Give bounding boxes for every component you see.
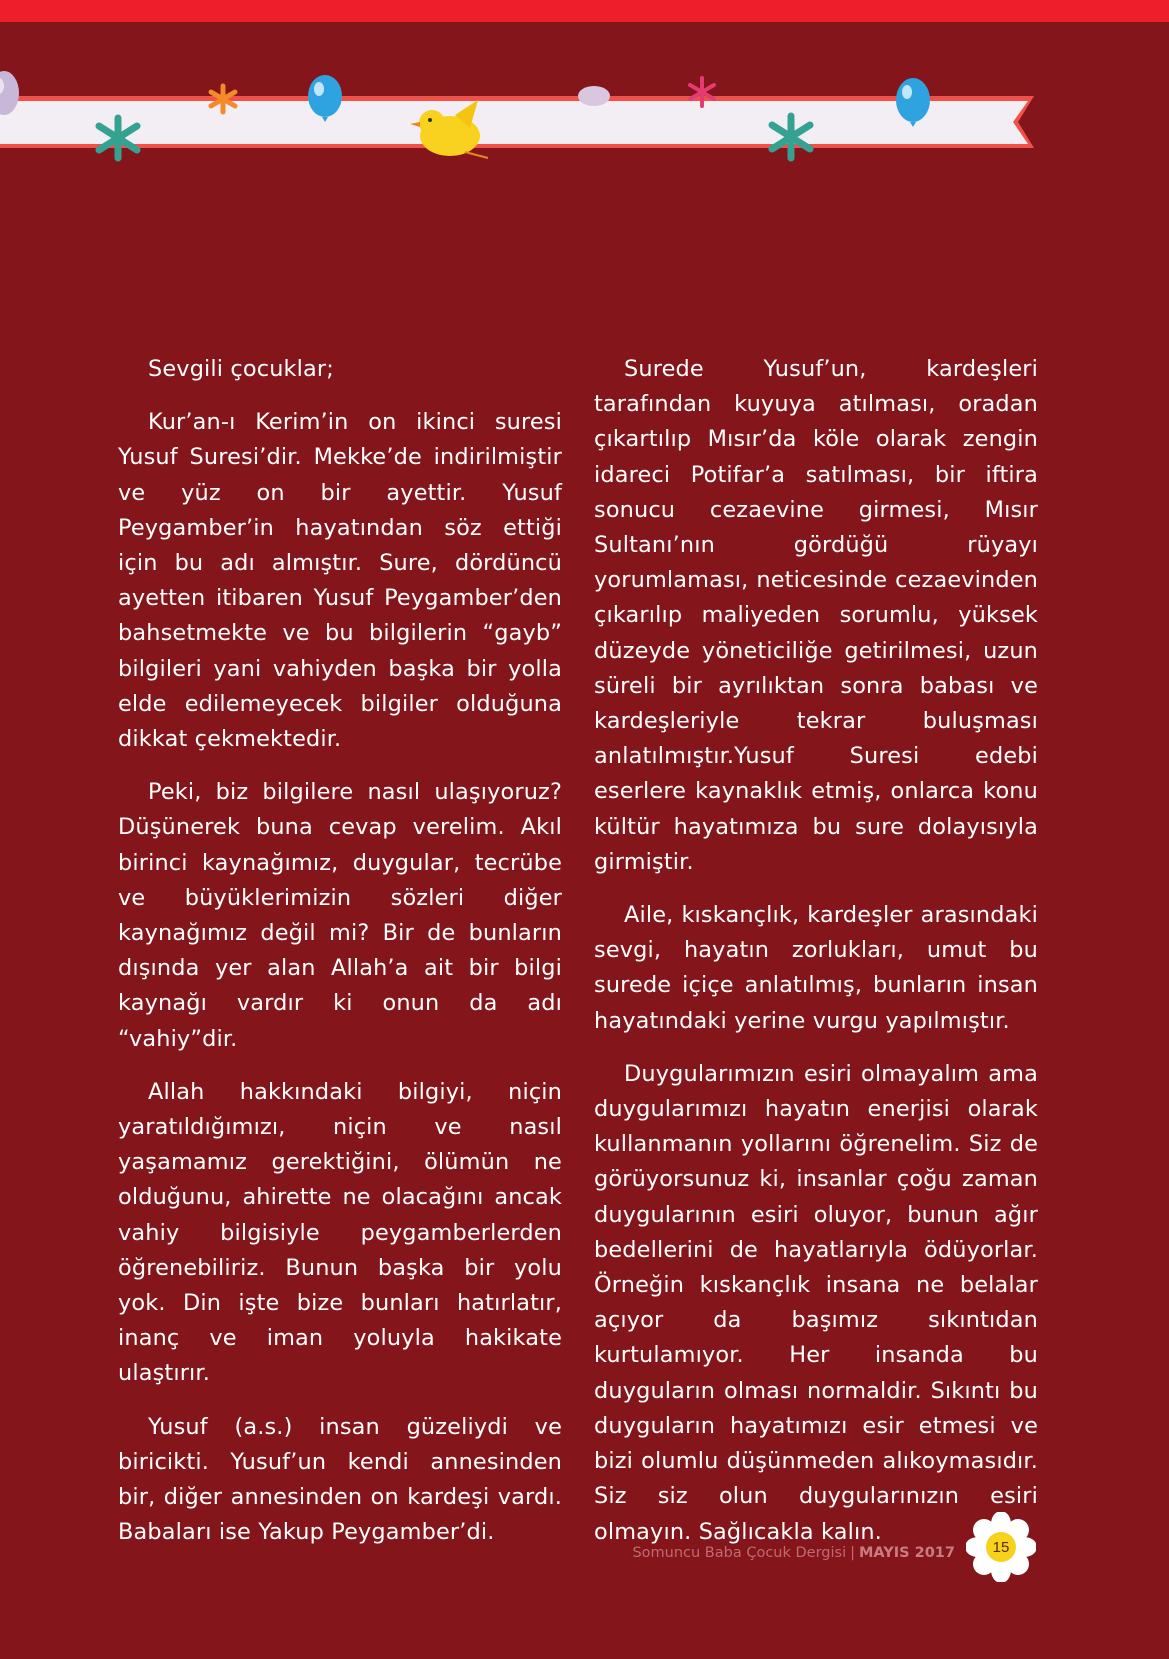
right-column <box>594 352 1038 1568</box>
paragraph: Kur’an-ı Kerim’in on ikinci suresi Yusuf Suresi’dir. Mekke’de indirilmiştir ve yüz on bir ayettir. Yusuf Peygamber’in hayatından söz ettiği için bu adı almıştır. Sure, dördüncü ayetten itibaren Yusuf Peygamber’den bahsetmekte ve bu bilgilerin “gayb” bilgileri yani vahiyden başka bir yolla elde edilemeyecek bilgiler olduğuna dikkat çekmektedir. <box>118 409 562 753</box>
left-column <box>118 352 562 1569</box>
paragraph: Peki, biz bilgilere nasıl ulaşıyoruz? Düşünerek buna cevap verelim. Akıl birinci kaynağımız, duygular, tecrübe ve büyüklerimizin sözleri diğer kaynağımız değil mi? Bir de bunların dışında yer alan Allah’a ait bir bilgi kaynağı vardır ki onun da adı “vahiy”dir. <box>118 779 562 1052</box>
page-number: 15 <box>992 1539 1010 1556</box>
paragraph: Aile, kıskançlık, kardeşler arasındaki sevgi, hayatın zorlukları, umut bu surede içiçe anlatılmış, bunların insan hayatındaki yerine vurgu yapılmıştır. <box>594 902 1038 1034</box>
decorative-ribbon <box>0 60 1169 180</box>
paragraph: Yusuf (a.s.) insan güzeliydi ve biricikti. Yusuf’un kendi annesinden bir, diğer annesinden on kardeşi vardı. Babaları ise Yakup Peygamber’di. <box>118 1413 562 1546</box>
daisy-page-badge <box>966 1512 1036 1582</box>
paragraph: Allah hakkındaki bilgiyi, niçin yaratıldığımızı, niçin ve nasıl yaşamamız gerektiğini, ölümün ne olduğunu, ahirette ne olacağını ancak vahiy bilgisiyle peygamberlerden öğrenebiliriz. Bunun başka bir yolu yok. Din işte bize bunları hatırlatır, inanç ve iman yoluyla hakikate ulaştırır. <box>118 1078 562 1387</box>
paragraph: Duygularımızın esiri olmayalım ama duygularımızı hayatın enerjisi olarak kullanmanın yollarını öğrenelim. Siz de görüyorsunuz ki, insanlar çoğu zaman duygularının esiri oluyor, bunun ağır bedellerini de hayatlarıyla ödüyorlar. Örneğin kıskançlık insana ne belalar açıyor da başımız sıkıntıdan kurtulamıyor. Her insanda bu duyguların olması normaldir. Sıkıntı bu duyguların hayatımızı esir etmesi ve bizi olumlu düşünmeden alıkoymasıdır. Siz siz olun duygularınızın esiri olmayın. Sağlıcakla kalın. <box>594 1060 1038 1545</box>
page-footer <box>632 1545 955 1561</box>
paragraph: Surede Yusuf’un, kardeşleri tarafından kuyuya atılması, oradan çıkartılıp Mısır’da köle olarak zengin idareci Potifar’a satılması, bir iftira sonucu cezaevine girmesi, Mısır Sultanı’nın gördüğü rüyayı yorumlaması, neticesinde cezaevinden çıkarılıp maliyeden sorumlu, yüksek düzeyde yöneticiliğe getirilmesi, uzun süreli bir ayrılıktan sonra babası ve kardeşleriyle tekrar buluşması anlatılmıştır.Yusuf Suresi edebi eserlere kaynaklık etmiş, onlarca konu kültür hayatımıza bu sure dolayısıyla girmiştir. <box>594 356 1038 875</box>
magazine-name: Somuncu Baba Çocuk Dergisi <box>632 1545 847 1561</box>
balloon-icon <box>578 86 610 106</box>
top-color-bar <box>0 0 1169 22</box>
footer-separator: | <box>850 1545 855 1561</box>
issue-date: MAYIS 2017 <box>858 1545 955 1561</box>
paragraph: Sevgili çocuklar; <box>148 356 334 382</box>
